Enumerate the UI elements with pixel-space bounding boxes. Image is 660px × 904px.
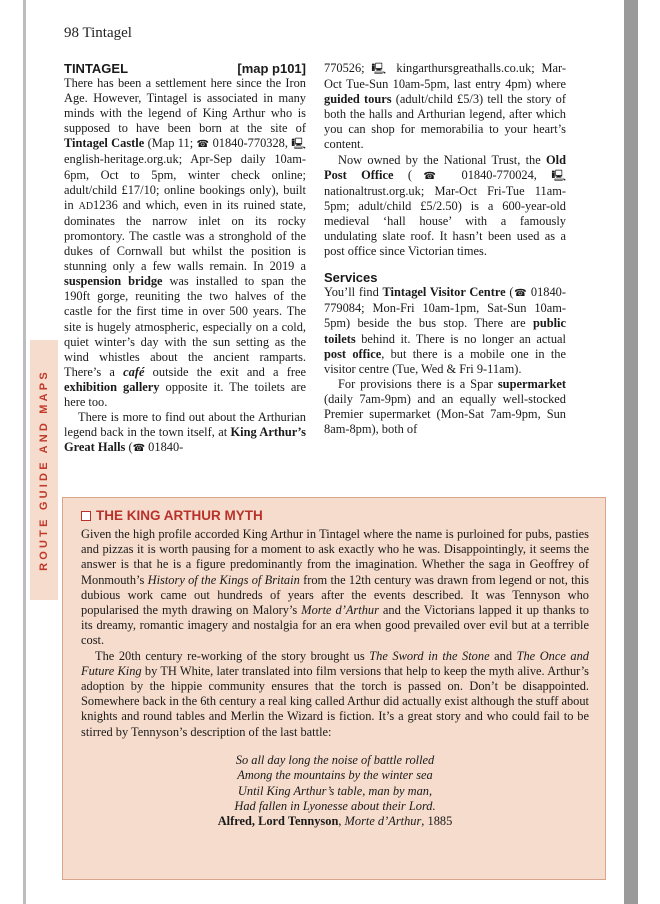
phone-icon: ☎ <box>412 170 448 182</box>
website-icon: 🖳 <box>371 63 390 75</box>
box-bullet-icon <box>81 511 91 521</box>
section-title: TINTAGEL <box>64 61 129 76</box>
poem-line: Among the mountains by the winter sea <box>237 768 433 783</box>
left-column <box>64 61 306 456</box>
paragraph: For provisions there is a Spar supermarket (daily 7am-9pm) and an equally well-stocked Premier supermarket (Mon-Sat 7am-9pm, Sun 8am-8pm), both of <box>324 376 566 437</box>
poem-attribution: Alfred, Lord Tennyson, Morte d’Arthur, 1885 <box>217 814 453 829</box>
right-column <box>324 61 566 437</box>
paragraph: Now owned by the National Trust, the Old Post Office (☎ 01840-770024, 🖳 nationaltrust.org.uk; Mar-Oct Fri-Tue 11am-5pm; adult/child £5/2.50) is a 600-year-old medieval ‘hall house’ with a famously undulating slate roof. It hasn’t been used as a post office since Victorian times. <box>324 152 566 259</box>
section-heading <box>64 61 306 76</box>
poem-quote <box>81 753 589 815</box>
poem-line: So all day long the noise of battle rolled <box>235 752 435 767</box>
phone-icon: ☎ <box>196 139 210 151</box>
box-paragraph: The 20th century re-working of the story brought us The Sword in the Stone and The Once and Future King by TH White, later translated into film versions that help to keep the myth alive. Arthur’s adoption by the hippie community ensures that the torch is passed on. Don’t be disappointed. Somewhere back in the 6th century a real king called Arthur did actually exist although the stuff about knights and round tables and Merlin the Wizard is fiction. It’s a great story and who could fail to be stirred by Tennyson’s description of the last battle: <box>81 648 589 739</box>
page-edge-shadow <box>624 0 638 904</box>
map-reference: [map p101] <box>237 61 306 76</box>
phone-icon: ☎ <box>132 443 146 455</box>
king-arthur-myth-box <box>62 497 606 880</box>
website-icon: 🖳 <box>551 169 566 182</box>
poem-line: Had fallen in Lyonesse about their Lord. <box>234 799 436 814</box>
paragraph: There has been a settlement here since the Iron Age. However, Tintagel is associated in many minds with the legend of King Arthur who is supposed to have been born at the site of Tintagel Castle (Map 11; ☎ 01840-770328, 🖳 english-heritage.org.uk; Apr-Sep daily 10am-6pm, Oct to 5pm, winter check online; adult/child £17/10; online bookings only), built in AD1236 and which, even in its ruined state, dominates the narrow inlet on its rocky promontory. The castle was a stronghold of the dukes of Cornwall but whilst the position is stunning only a few walls remain. In 2019 a suspension bridge was installed to span the 190ft gorge, reuniting the two halves of the castle for the first time in over 500 years. The site is hugely atmospheric, especially on a cold, quiet winter’s day with the sun setting as the wind whistles about the ancient ramparts. There’s a café outside the exit and a free exhibition gallery opposite it. The toilets are here too. <box>64 76 306 409</box>
poem-line: Until King Arthur’s table, man by man, <box>237 783 433 798</box>
website-icon: 🖳 <box>291 138 306 151</box>
box-title: THE KING ARTHUR MYTH <box>81 508 589 523</box>
side-tab-label: ROUTE GUIDE AND MAPS <box>38 369 50 571</box>
side-tab <box>30 340 58 600</box>
box-paragraph: Given the high profile accorded King Arthur in Tintagel where the name is purloined for pubs, pasties and pizzas it is worth pausing for a moment to ask exactly who he was. Disappointingly, it seems the answer is that he is a figure predominantly from the imagination. Whether the saga in Geoffrey of Monmouth’s History of the Kings of Britain from the 12th century was drawn from legend or not, this dubious work came out hundreds of years after the events described. It was Tennyson who popularised the myth drawing on Malory’s Morte d’Arthur and the Victorians lapped it up thanks to its dreamy, romantic imagery and nostalgia for an era when good prevailed over evil but at a terrible cost. <box>81 527 589 648</box>
services-heading: Services <box>324 270 378 286</box>
page-gutter-line <box>23 0 26 904</box>
paragraph: There is more to find out about the Arthurian legend back in the town itself, at King Arthur’s Great Halls (☎ 01840- <box>64 410 306 455</box>
running-header: 98 Tintagel <box>64 25 132 41</box>
phone-icon: ☎ <box>513 288 528 300</box>
paragraph: 770526; 🖳 kingarthursgreathalls.co.uk; Mar-Oct Tue-Sun 10am-5pm, last entry 4pm) where guided tours (adult/child £5/3) tell the story of both the halls and Arthurian legend, after which you can shop for memorabilia to your heart’s content. <box>324 61 566 152</box>
paragraph: You’ll find Tintagel Visitor Centre (☎ 01840-779084; Mon-Fri 10am-1pm, Sat-Sun 10am-5pm) beside the bus stop. There are public toilets behind it. There is no longer an actual post office, but there is a mobile one in the visitor centre (Tue, Wed & Fri 9-11am). <box>324 285 566 376</box>
